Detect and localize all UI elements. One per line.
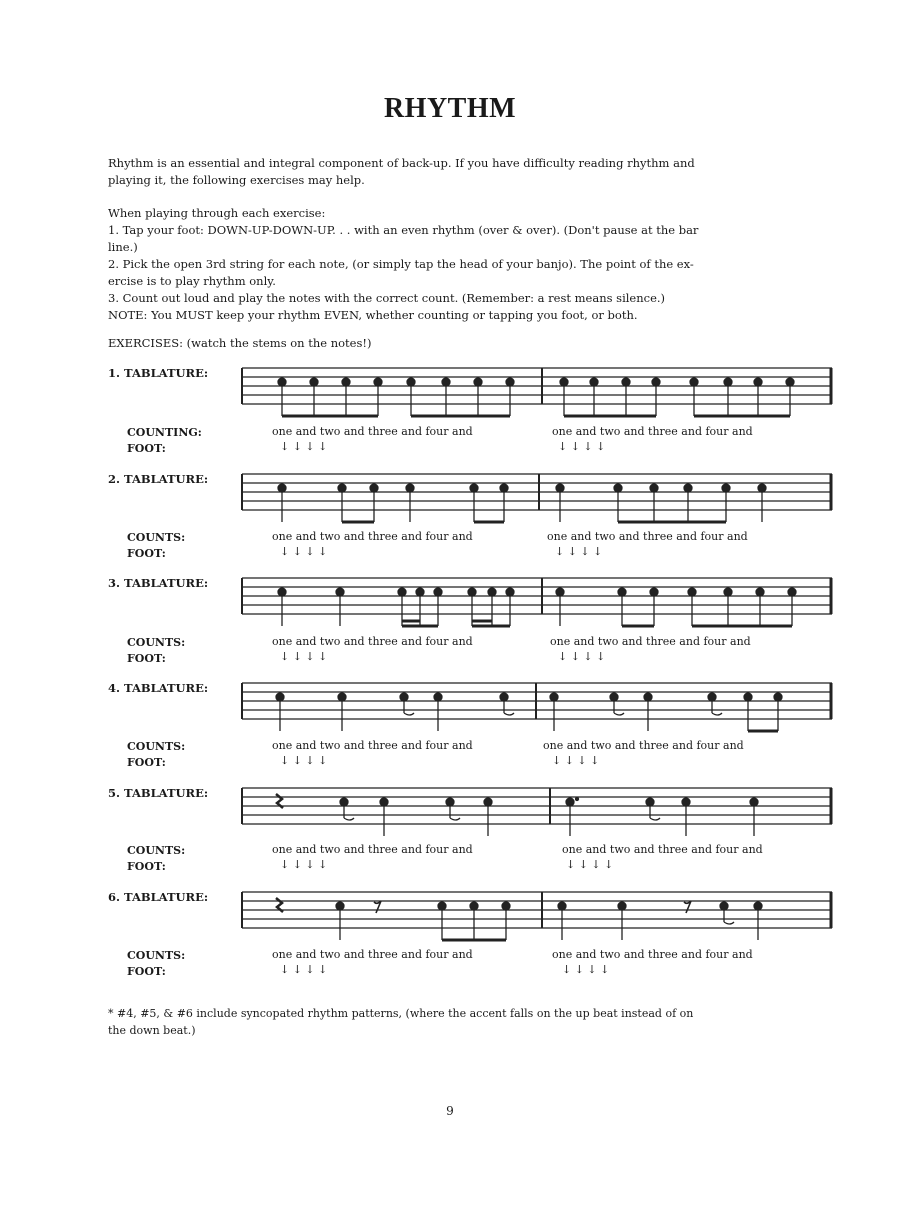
instruction-line: 2. Pick the open 3rd string for each note, (or simply tap the head of your banjo). The point of the ex- xyxy=(108,257,694,271)
exercise-2-label: 2. TABLATURE: xyxy=(108,472,209,486)
instruction-line: 3. Count out loud and play the notes with the correct count. (Remember: a rest means silence.) xyxy=(108,291,666,305)
exercise-4-count-labels xyxy=(127,739,185,771)
exercise-2-staff xyxy=(242,468,832,518)
instruction-line: ercise is to play rhythm only. xyxy=(108,274,276,288)
exercise-1-count-labels xyxy=(127,425,202,457)
eighth-rest-icon xyxy=(684,901,691,913)
exercise-5-staff xyxy=(242,782,832,832)
exercise-4-counts-m1: one and two and three and four and xyxy=(272,739,473,752)
page-number: 9 xyxy=(446,1104,454,1118)
exercise-5-counts-m1: one and two and three and four and xyxy=(272,843,473,856)
exercise-6-counts-m1: one and two and three and four and xyxy=(272,948,473,961)
foot-label: FOOT: xyxy=(127,547,166,560)
footnote xyxy=(108,1005,833,1039)
intro-line: playing it, the following exercises may help. xyxy=(108,173,365,187)
exercise-4-counts-m2: one and two and three and four and xyxy=(543,739,744,752)
exercise-5-count-labels xyxy=(127,843,185,875)
foot-label: FOOT: xyxy=(127,756,166,769)
exercise-1-foot-m1: ↓ ↓ ↓ ↓ xyxy=(280,440,328,453)
exercise-6-label: 6. TABLATURE: xyxy=(108,890,209,904)
instruction-line: line.) xyxy=(108,240,138,254)
instruction-line: 1. Tap your foot: DOWN-UP-DOWN-UP. . . with an even rhythm (over & over). (Don't pause at the bar xyxy=(108,223,699,237)
exercise-2-foot-m1: ↓ ↓ ↓ ↓ xyxy=(280,545,328,558)
exercise-6-counts-m2: one and two and three and four and xyxy=(552,948,753,961)
exercise-3-label: 3. TABLATURE: xyxy=(108,576,209,590)
note-group xyxy=(278,378,794,386)
exercise-2-counts-m1: one and two and three and four and xyxy=(272,530,473,543)
exercise-1-label: 1. TABLATURE: xyxy=(108,366,209,380)
exercise-2-foot-m2: ↓ ↓ ↓ ↓ xyxy=(555,545,603,558)
exercise-2-count-labels xyxy=(127,530,185,562)
exercise-2-counts-m2: one and two and three and four and xyxy=(547,530,748,543)
exercise-1-foot-m2: ↓ ↓ ↓ ↓ xyxy=(558,440,606,453)
exercise-1-counts-m2: one and two and three and four and xyxy=(552,425,753,438)
foot-label: FOOT: xyxy=(127,442,166,455)
exercise-6-foot-m1: ↓ ↓ ↓ ↓ xyxy=(280,963,328,976)
exercise-3-count-labels xyxy=(127,635,185,667)
exercise-5-foot-m2: ↓ ↓ ↓ ↓ xyxy=(566,858,614,871)
exercise-4-label: 4. TABLATURE: xyxy=(108,681,209,695)
page-title: RHYTHM xyxy=(383,93,517,124)
exercise-5-foot-m1: ↓ ↓ ↓ ↓ xyxy=(280,858,328,871)
exercise-3-foot-m2: ↓ ↓ ↓ ↓ xyxy=(558,650,606,663)
eighth-rest-icon xyxy=(374,901,381,913)
exercise-5-label: 5. TABLATURE: xyxy=(108,786,209,800)
count-label: COUNTING: xyxy=(127,426,202,439)
exercise-5-counts-m2: one and two and three and four and xyxy=(562,843,763,856)
count-label: COUNTS: xyxy=(127,740,186,753)
exercise-3-staff xyxy=(242,572,832,622)
count-label: COUNTS: xyxy=(127,844,186,857)
count-label: COUNTS: xyxy=(127,949,186,962)
exercise-4-foot-m2: ↓ ↓ ↓ ↓ xyxy=(552,754,600,767)
exercise-6-count-labels xyxy=(127,948,185,980)
exercise-6-foot-m2: ↓ ↓ ↓ ↓ xyxy=(562,963,610,976)
exercise-4-foot-m1: ↓ ↓ ↓ ↓ xyxy=(280,754,328,767)
instruction-line: When playing through each exercise: xyxy=(108,206,326,220)
exercise-3-counts-m2: one and two and three and four and xyxy=(550,635,751,648)
footnote-line: * #4, #5, & #6 include syncopated rhythm patterns, (where the accent falls on the up beat instead of on xyxy=(108,1007,694,1020)
exercise-1-staff xyxy=(242,362,832,412)
foot-label: FOOT: xyxy=(127,860,166,873)
exercise-3-foot-m1: ↓ ↓ ↓ ↓ xyxy=(280,650,328,663)
instruction-line: NOTE: You MUST keep your rhythm EVEN, whether counting or tapping you foot, or both. xyxy=(108,308,638,322)
exercise-3-counts-m1: one and two and three and four and xyxy=(272,635,473,648)
foot-label: FOOT: xyxy=(127,652,166,665)
intro-paragraph xyxy=(108,155,813,189)
intro-line: Rhythm is an essential and integral component of back-up. If you have difficulty reading rhythm and xyxy=(108,156,695,170)
exercises-heading: EXERCISES: (watch the stems on the notes!) xyxy=(108,336,372,350)
count-label: COUNTS: xyxy=(127,636,186,649)
foot-label: FOOT: xyxy=(127,965,166,978)
exercise-1-counts-m1: one and two and three and four and xyxy=(272,425,473,438)
exercise-6-staff xyxy=(242,886,832,936)
instructions xyxy=(108,205,813,324)
footnote-line: the down beat.) xyxy=(108,1024,196,1037)
count-label: COUNTS: xyxy=(127,531,186,544)
exercise-4-staff xyxy=(242,677,832,727)
